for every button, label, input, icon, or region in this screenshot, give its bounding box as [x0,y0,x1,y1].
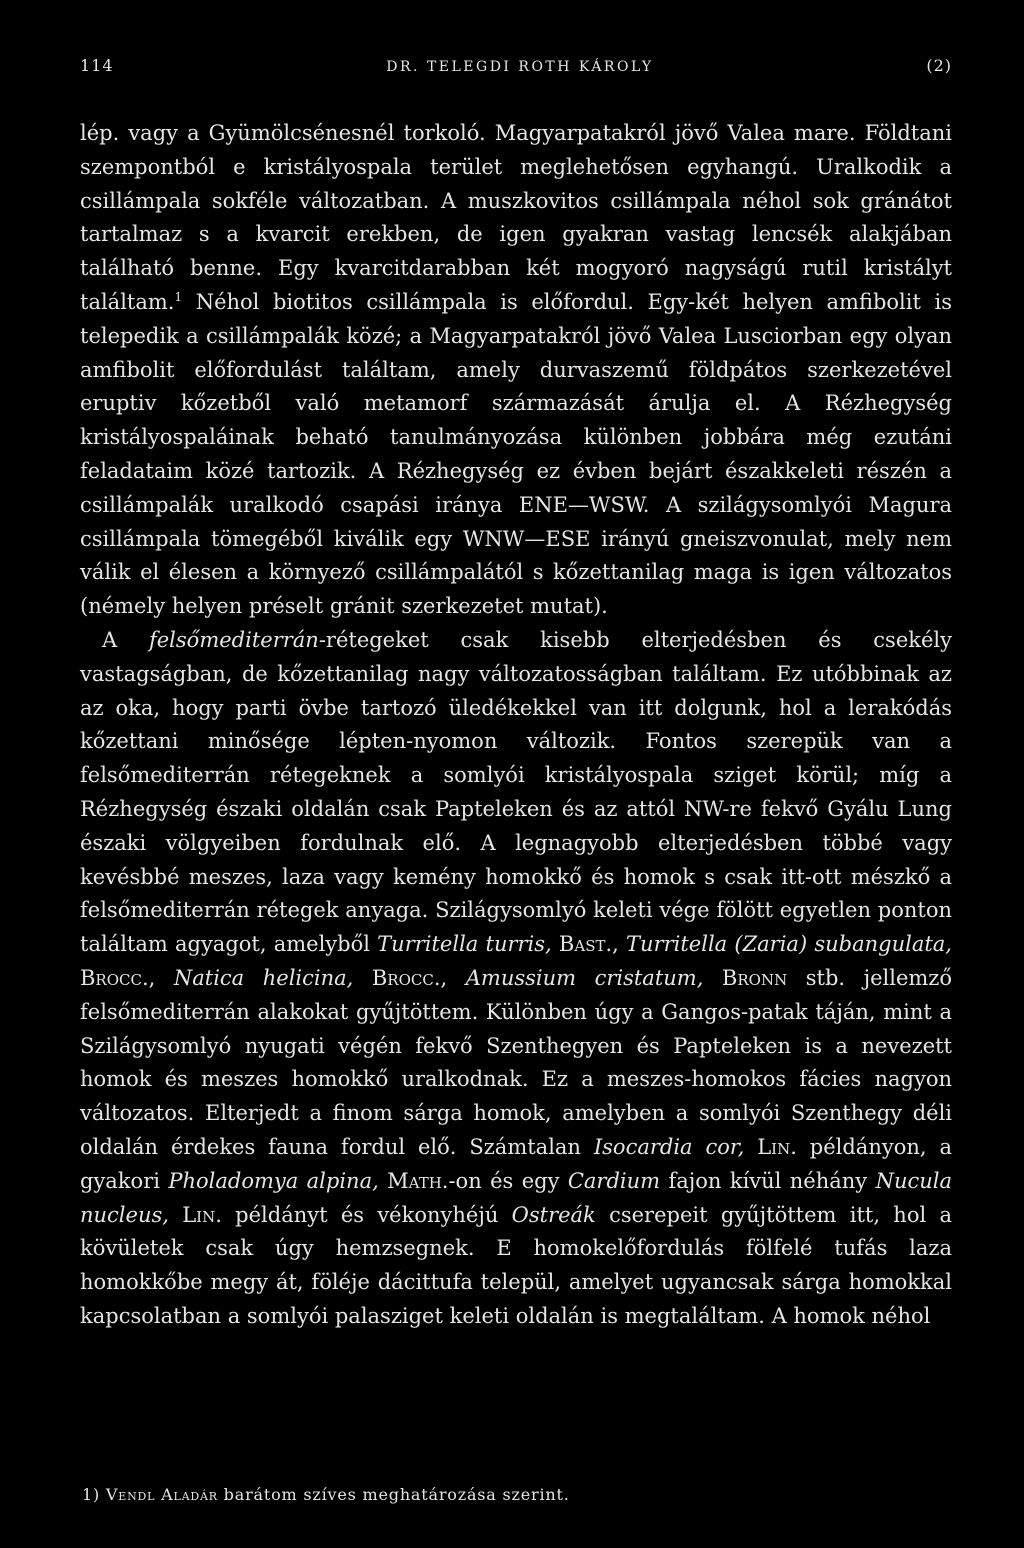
text-run: cserepeit gyűjtöttem itt, hol a kövületek csak úgy hemzsegnek. E homokelőfordulás fölfelé tufás laza homokkőbe megy át, föléje dácittufa települ, amelyet ugyancsak sárga homokkal kapcsolatban a somlyói palasziget keleti oldalán is megtaláltam. A homok néhol [80,1202,952,1328]
footnote-text: barátom szíves meghatározása szerint. [217,1485,570,1504]
author-name: Bronn [703,965,788,990]
species-name: Pholadomya alpina, [168,1168,379,1193]
species-name: Isocardia cor, [593,1134,745,1159]
author-name: Bast. [551,932,613,957]
footnote [82,1485,952,1504]
species-name: Turritella turris, [377,932,552,957]
text-run: példányon, a gyakori [80,1134,952,1193]
author-name: Brocc. [353,965,441,990]
author-name: Math. [378,1168,449,1193]
footnote-mark: 1) [82,1485,101,1504]
text-run: , [440,965,466,990]
section-number: (2) [926,56,952,75]
paragraph-2 [80,624,952,1334]
text-run: , [148,965,174,990]
body-text [80,117,952,1334]
species-name: Turritella (Zaria) subangulata, [626,932,952,957]
text-run: -rétegeket csak kisebb elterjedésben és csekély vastagságban, de kőzettanilag nagy változatosságban találtam. Ez utóbbinak az az oka, hogy parti övbe tartozó üledékekkel van itt dolgunk, hol a lerakódás kőzettani minősége lépten-nyomon változik. Fontos szerepük van a felsőmediterrán rétegeknek a somlyói kristályospala sziget körül; míg a Rézhegység északi oldalán csak Papteleken és az attól NW-re fekvő Gyálu Lung északi völgyeiben fordulnak elő. A legnagyobb elterjedésben többé vagy kevésbbé meszes, laza vagy kemény homokkő és homok s csak itt-ott mészkő a felsőmediterrán rétegek anyaga. Szilágysomlyó keleti vége fölött egyetlen ponton találtam agyagot, amelyből [80,627,952,957]
italic-term: felsőmediterrán [148,627,319,652]
paragraph-1 [80,117,952,624]
page-header [80,56,952,75]
author-name: Lin. [168,1202,222,1227]
text-run: fajon kívül néhány [660,1168,876,1193]
species-name: Amussium cristatum, [465,965,704,990]
footnote-person: Vendl Aladár [100,1485,218,1504]
text-run: példányt és vékonyhéjú [221,1202,512,1227]
text-run: A [102,627,149,652]
text-run: Néhol biotitos csillámpala is előfordul. Egy-két helyen amfibolit is telepedik a csillámpalák közé; a Magyarpatakról jövő Valea Lusciorban egy olyan amfibolit előfordulást találtam, amely durvaszemű földpátos szerkezetével eruptiv kőzetből való metamorf származását árulja el. A Rézhegység kristályospaláinak beható tanulmányozása különben jobbára még ezutáni feladataim közé tartozik. A Rézhegység ez évben bejárt északkeleti részén a csillámpalák uralkodó csapási iránya ENE—WSW. A szilágysomlyói Magura csillámpala tömegéből kiválik egy WNW—ESE irányú gneiszvonulat, mely nem válik el élesen a környező csillámpalától s kőzettanilag maga is igen változatos (némely helyen préselt gránit szerkezetet mutat). [80,289,952,619]
species-name: Nucula nucleus, [80,1168,952,1227]
text-run: -on és egy [448,1168,568,1193]
footnote-reference: 1 [174,289,183,304]
author-name: Brocc. [80,965,149,990]
species-name: Cardium [567,1168,661,1193]
page-number: 114 [80,56,114,75]
running-title: DR. TELEGDI ROTH KÁROLY [386,59,654,75]
species-name: Ostreák [511,1202,596,1227]
author-name: Lin. [744,1134,797,1159]
text-run: lép. vagy a Gyümölcsénesnél torkoló. Magyarpatakról jövő Valea mare. Földtani szempontból e kristályospala terület meglehetősen egyhangú. Uralkodik a csillámpala sokféle változatban. A muszkovitos csillámpala néhol sok gránátot tartalmaz s a kvarcit erekben, de igen gyakran vastag lencsék alakjában található benne. Egy kvarcitdarabban két mogyoró nagyságú rutil kristályt találtam. [80,121,952,314]
text-run: , [612,932,627,957]
text-run: stb. jellemző felsőmediterrán alakokat gyűjtöttem. Különben úgy a Gangos-patak táján, mint a Szilágysomlyó nyugati végén fekvő Szenthegyen és Papteleken is a nevezett homok és meszes homokkő uralkodnak. Ez a meszes-homokos fácies nagyon változatos. Elterjedt a finom sárga homok, amelyben a somlyói Szenthegy déli oldalán érdekes fauna fordul elő. Számtalan [80,965,953,1159]
species-name: Natica helicina, [173,965,354,990]
